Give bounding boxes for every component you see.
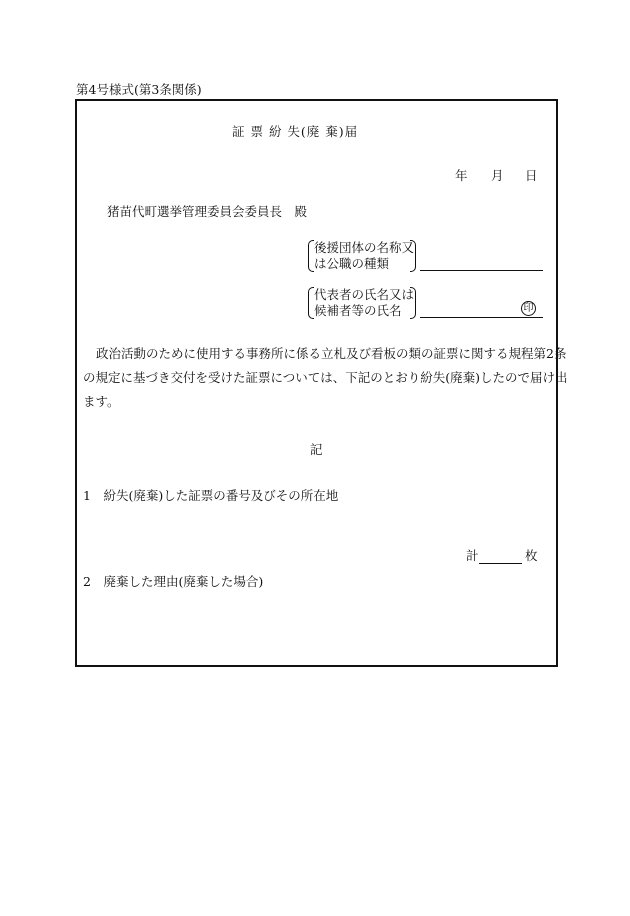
seal-mark: 印 — [521, 301, 536, 316]
rep-label-line2: 候補者等の氏名 — [314, 303, 402, 318]
group-signature-line — [420, 270, 543, 271]
date-day: 日 — [525, 168, 538, 183]
ki-heading: 記 — [310, 442, 323, 457]
group-label-line1: 後援団体の名称又 — [314, 240, 415, 255]
item-2: 2 廃棄した理由(廃棄した場合) — [83, 574, 264, 589]
body-line-2: の規定に基づき交付を受けた証票については、下記のとおり紛失(廃棄)したので届け出 — [83, 370, 568, 385]
body-line-3: ます。 — [83, 394, 120, 409]
form-number: 第4号様式(第3条関係) — [76, 82, 202, 97]
group-label-line2: は公職の種類 — [314, 256, 390, 271]
addressee: 猪苗代町選挙管理委員会委員長 殿 — [107, 204, 308, 219]
total-suffix: 枚 — [525, 548, 538, 563]
rep-label-line1: 代表者の氏名又は — [314, 287, 415, 302]
total-count-line — [479, 563, 522, 564]
bracket-right — [410, 287, 416, 319]
date-year: 年 — [455, 168, 468, 183]
item-1: 1 紛失(廃棄)した証票の番号及びその所在地 — [83, 488, 339, 503]
rep-signature-line — [420, 317, 543, 318]
bracket-right — [410, 240, 416, 272]
total-prefix: 計 — [466, 548, 479, 563]
form-title: 証 票 紛 失(廃 棄)届 — [232, 124, 359, 139]
body-line-1: 政治活動のために使用する事務所に係る立札及び看板の類の証票に関する規程第2条 — [96, 346, 567, 361]
date-month: 月 — [491, 168, 504, 183]
